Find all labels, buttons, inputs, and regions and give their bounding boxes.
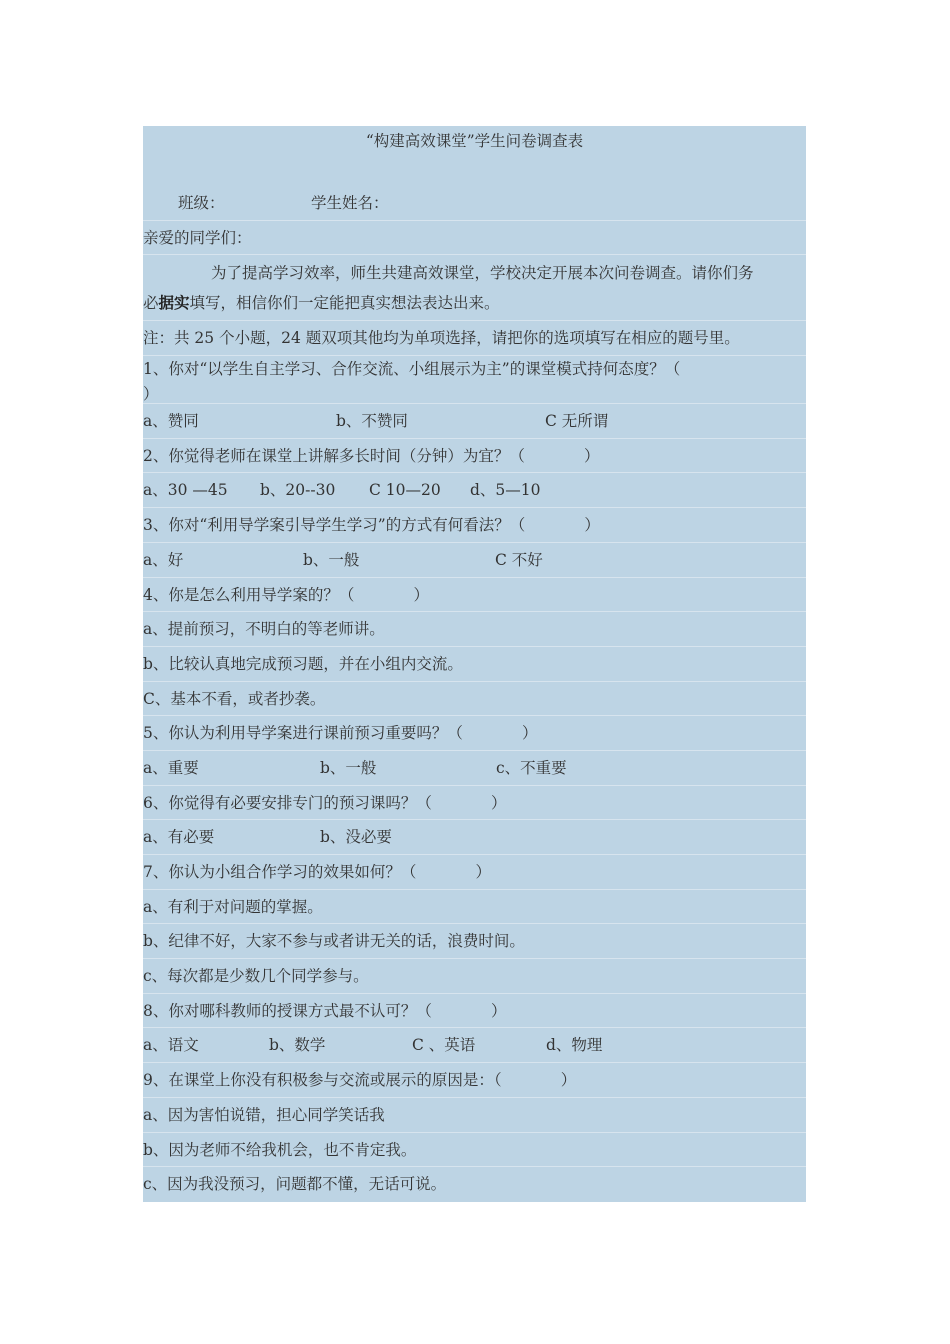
option: C 10—20 bbox=[369, 481, 441, 500]
question-1 bbox=[143, 356, 806, 404]
spacer bbox=[143, 156, 806, 186]
question-1-text-end: ） bbox=[143, 385, 159, 404]
greeting: 亲爱的同学们： bbox=[143, 221, 806, 256]
question-1-text: 1、你对“以学生自主学习、合作交流、小组展示为主”的课堂模式持何态度？（ bbox=[143, 360, 681, 379]
intro-line-1: 为了提高学习效率，师生共建高效课堂，学校决定开展本次问卷调查。请你们务 bbox=[211, 264, 754, 283]
question-4-option-c: C、基本不看，或者抄袭。 bbox=[143, 682, 806, 717]
question-6: 6、你觉得有必要安排专门的预习课吗？（ ） bbox=[143, 786, 806, 821]
option: C 不好 bbox=[495, 550, 543, 569]
question-4-option-b: b、比较认真地完成预习题，并在小组内交流。 bbox=[143, 647, 806, 682]
option: d、物理 bbox=[546, 1036, 603, 1055]
class-label: 班级： bbox=[178, 194, 225, 212]
header-fields-row bbox=[143, 186, 806, 221]
option: c、不重要 bbox=[496, 758, 567, 777]
question-6-options bbox=[143, 820, 806, 855]
question-4: 4、你是怎么利用导学案的？（ ） bbox=[143, 578, 806, 613]
question-2-options bbox=[143, 473, 806, 508]
questionnaire-sheet bbox=[143, 126, 806, 1202]
intro-text-c: 填写，相信你们一定能把真实想法表达出来。 bbox=[189, 294, 500, 313]
question-3-options bbox=[143, 543, 806, 578]
question-1-options bbox=[143, 404, 806, 439]
question-5-options bbox=[143, 751, 806, 786]
note: 注：共 25 个小题，24 题双项其他均为单项选择，请把你的选项填写在相应的题号里。 bbox=[143, 321, 806, 356]
question-7-option-a: a、有利于对问题的掌握。 bbox=[143, 890, 806, 925]
option: b、不赞同 bbox=[336, 412, 408, 431]
option: a、重要 bbox=[143, 758, 199, 777]
option: a、有必要 bbox=[143, 828, 215, 847]
question-9: 9、在课堂上你没有积极参与交流或展示的原因是：（ ） bbox=[143, 1063, 806, 1098]
question-4-option-a: a、提前预习，不明白的等老师讲。 bbox=[143, 612, 806, 647]
option: a、赞同 bbox=[143, 412, 199, 431]
option: a、好 bbox=[143, 550, 184, 569]
question-9-option-a: a、因为害怕说错，担心同学笑话我 bbox=[143, 1098, 806, 1133]
question-3: 3、你对“利用导学案引导学生学习”的方式有何看法？（ ） bbox=[143, 508, 806, 543]
option: b、一般 bbox=[303, 550, 360, 569]
question-8-options bbox=[143, 1028, 806, 1063]
page-title: “构建高效课堂”学生问卷调查表 bbox=[365, 132, 584, 150]
intro-emphasis: 据实 bbox=[158, 293, 190, 313]
option: b、20--30 bbox=[260, 481, 336, 500]
question-2: 2、你觉得老师在课堂上讲解多长时间（分钟）为宜？（ ） bbox=[143, 439, 806, 474]
option: a、语文 bbox=[143, 1036, 199, 1055]
option: b、没必要 bbox=[320, 828, 392, 847]
option: b、数学 bbox=[269, 1036, 326, 1055]
intro-text-a: 必 bbox=[143, 294, 159, 313]
option: C 、英语 bbox=[412, 1036, 476, 1055]
intro-line-2 bbox=[143, 288, 806, 318]
option: b、一般 bbox=[320, 758, 377, 777]
option: C 无所谓 bbox=[545, 412, 609, 431]
option: d、5—10 bbox=[470, 481, 541, 500]
question-7-option-b: b、纪律不好，大家不参与或者讲无关的话，浪费时间。 bbox=[143, 924, 806, 959]
option: a、30 —45 bbox=[143, 481, 228, 500]
question-9-option-c: c、因为我没预习，问题都不懂，无话可说。 bbox=[143, 1175, 447, 1194]
question-5: 5、你认为利用导学案进行课前预习重要吗？（ ） bbox=[143, 716, 806, 751]
student-name-label: 学生姓名： bbox=[311, 194, 389, 212]
question-7: 7、你认为小组合作学习的效果如何？（ ） bbox=[143, 855, 806, 890]
question-7-option-c: c、每次都是少数几个同学参与。 bbox=[143, 959, 806, 994]
question-9-option-b: b、因为老师不给我机会，也不肯定我。 bbox=[143, 1133, 806, 1168]
intro-paragraph bbox=[143, 255, 806, 321]
question-8: 8、你对哪科教师的授课方式最不认可？（ ） bbox=[143, 994, 806, 1029]
